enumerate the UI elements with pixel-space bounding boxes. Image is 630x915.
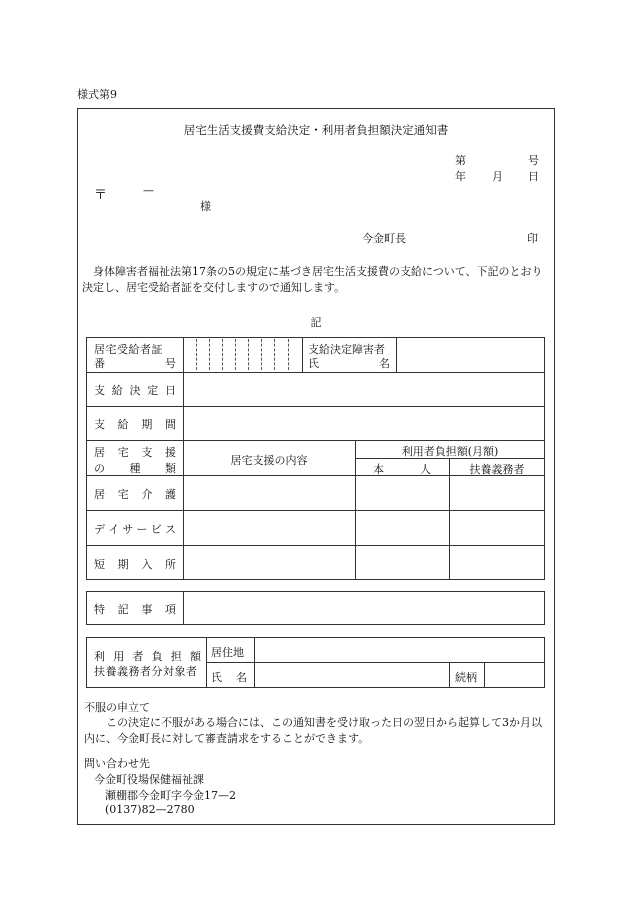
number-go: 号 bbox=[528, 154, 539, 167]
decision-date-label: 支 給 決 定 日 bbox=[94, 384, 176, 397]
cert-label-1: 居宅受給者証 bbox=[94, 343, 163, 356]
date-month: 月 bbox=[492, 170, 503, 183]
body-paragraph: 身体障害者福祉法第17条の5の規定に基づき居宅生活支援費の支給について、下記のとおり決定し、居宅受給者証を交付しますので通知します。 bbox=[82, 265, 543, 294]
content-header: 居宅支援の内容 bbox=[230, 454, 308, 467]
name-label: 氏 名 bbox=[211, 671, 247, 684]
burden-header: 利用者負担額(月額) bbox=[401, 445, 499, 458]
issuer-name: 今金町長 bbox=[362, 232, 406, 245]
period-label: 支 給 期 間 bbox=[94, 418, 176, 431]
person-label-1: 支給決定障害者 bbox=[308, 343, 385, 356]
date-year: 年 bbox=[455, 170, 466, 183]
contact-heading: 問い合わせ先 bbox=[84, 757, 150, 770]
service-kyotaku-kaigo: 居 宅 介 護 bbox=[94, 488, 176, 501]
issuer-seal: 印 bbox=[527, 232, 538, 245]
contact-phone: (0137)82—2780 bbox=[105, 803, 195, 816]
objection-heading: 不服の申立て bbox=[84, 701, 150, 714]
lower-label-2: 扶養義務者分対象者 bbox=[94, 665, 198, 678]
number-dai: 第 bbox=[455, 154, 466, 167]
service-day-service: デ イ サ ー ビ ス bbox=[94, 523, 176, 536]
addressee-sama: 様 bbox=[200, 200, 211, 213]
tokki-label: 特 記 事 項 bbox=[94, 603, 176, 616]
contact-address: 瀬棚郡今金町字今金17—2 bbox=[105, 789, 236, 802]
kind-label-1: 居 宅 支 援 bbox=[94, 446, 176, 459]
document-title: 居宅生活支援費支給決定・利用者負担額決定通知書 bbox=[183, 123, 449, 137]
ki-mark: 記 bbox=[310, 316, 322, 329]
honnin-header: 本 人 bbox=[373, 463, 431, 476]
form-number: 様式第9 bbox=[77, 88, 117, 101]
residence-label: 居住地 bbox=[211, 646, 244, 659]
relation-label: 続柄 bbox=[455, 671, 477, 684]
postal-mark: 〒 bbox=[94, 188, 108, 203]
cert-label-2: 番 号 bbox=[94, 357, 176, 370]
contact-office: 今金町役場保健福祉課 bbox=[94, 773, 204, 786]
postal-dash: — bbox=[143, 184, 154, 197]
kind-label-2: の 種 類 bbox=[94, 462, 176, 475]
person-label-2: 氏 名 bbox=[308, 357, 390, 370]
fuyou-header: 扶養義務者 bbox=[469, 463, 525, 476]
lower-label-1: 利 用 者 負 担 額 bbox=[94, 650, 201, 663]
objection-text: この決定に不服がある場合には、この通知書を受け取った日の翌日から起算して3か月以内に、今金町長に対して審査請求をすることができます。 bbox=[84, 716, 542, 745]
date-day: 日 bbox=[528, 170, 539, 183]
service-tanki-nyusho: 短 期 入 所 bbox=[94, 558, 176, 571]
